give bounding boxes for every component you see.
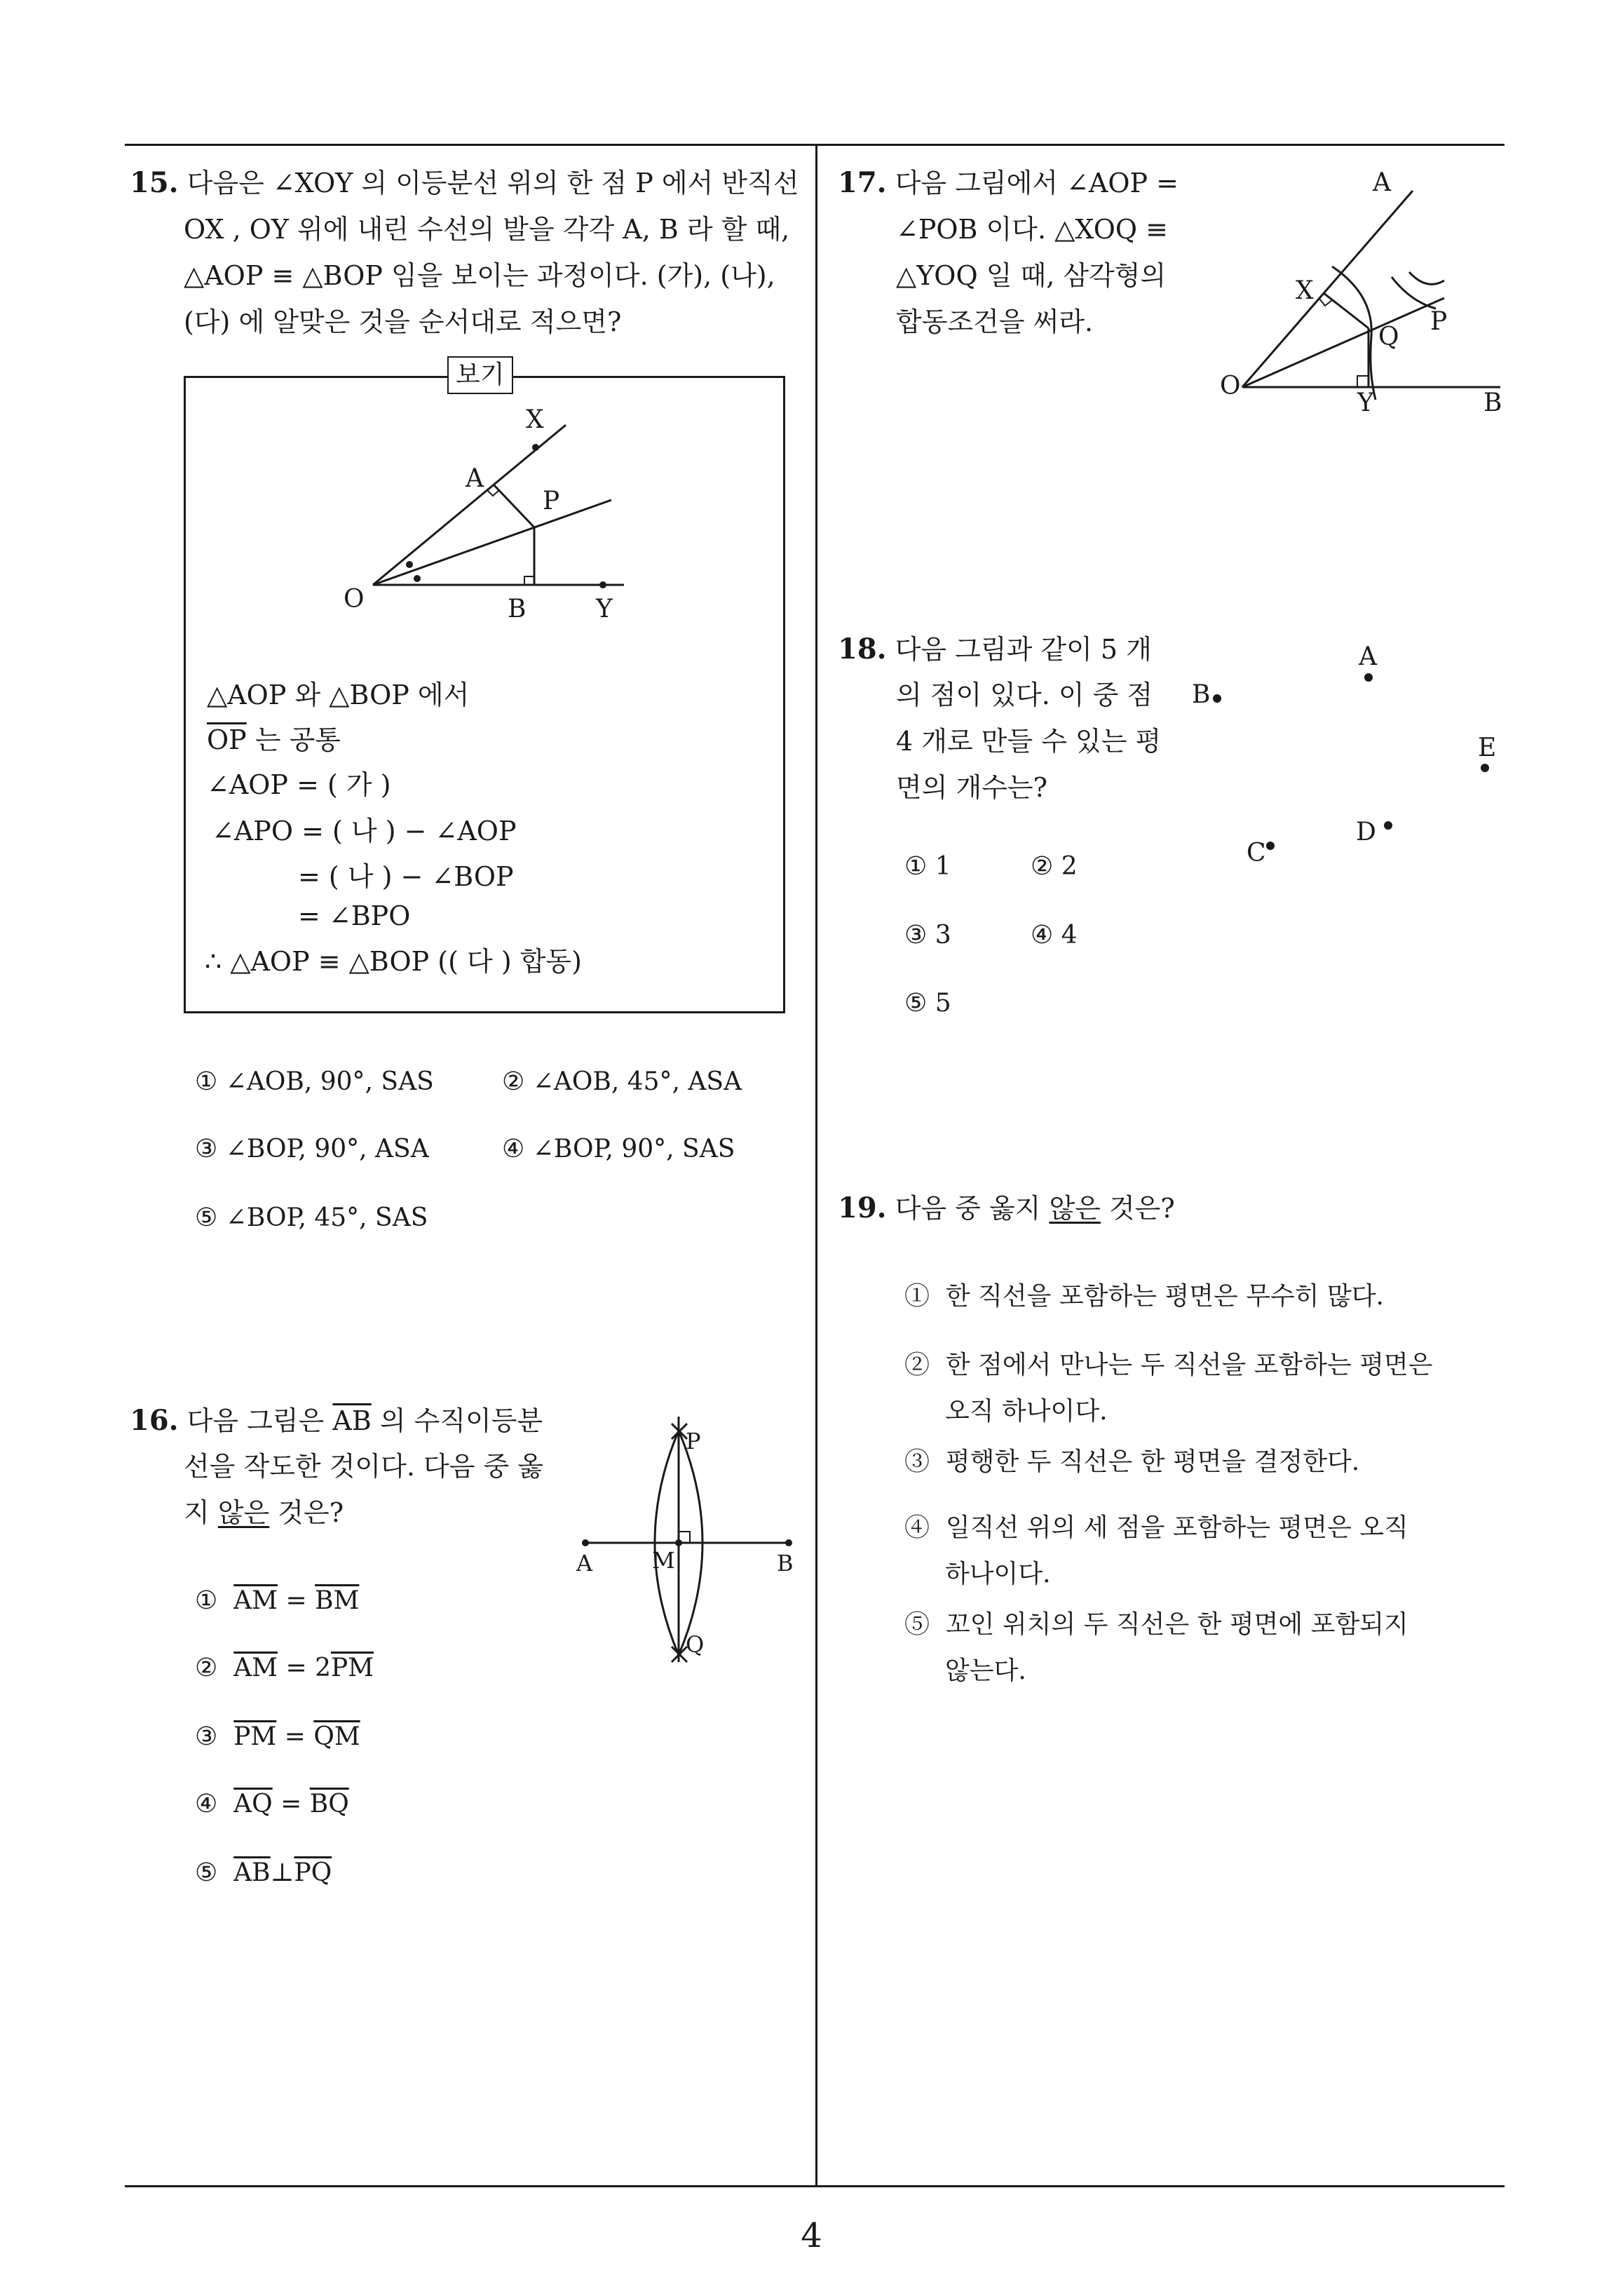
proof-line: ∠AOP = ( 가 )	[207, 769, 391, 800]
choice-4[interactable]: ④ $\overline{AQ} = \overline{BQ}$	[195, 1790, 349, 1818]
segment-OP: $\overline{OP}$	[207, 724, 247, 755]
question-text-line: 면의 개수는?	[896, 772, 1047, 803]
choice-4[interactable]: ④ 일직선 위의 세 점을 포함하는 평면은 오직	[904, 1513, 1408, 1542]
label-B: B	[777, 1550, 794, 1576]
question-text-line: △YOQ 일 때, 삼각형의	[896, 260, 1167, 291]
question-text-line: 선을 작도한 것이다. 다음 중 옳	[184, 1451, 543, 1482]
proof-line: $\overline{OP}$ 는 공통	[207, 724, 341, 755]
label-O: O	[1220, 372, 1241, 400]
question-number: 15.	[130, 166, 179, 199]
underlined-word: 않은	[217, 1497, 270, 1528]
question-text-line: 다음은 ∠XOY 의 이등분선 위의 한 점 P 에서 반직선	[186, 168, 799, 198]
choice-5-continued: 않는다.	[945, 1656, 1026, 1685]
label-Y: Y	[1357, 389, 1374, 414]
choice-2[interactable]: ② $\overline{AM} = 2\overline{PM}$	[195, 1654, 374, 1682]
question-text-line: 다음 그림에서 ∠AOP =	[895, 168, 1179, 198]
proof-line: = ∠BPO	[298, 900, 411, 931]
choice-2[interactable]: ② 2	[1031, 852, 1078, 881]
choice-3[interactable]: ③ 평행한 두 직선은 한 평면을 결정한다.	[904, 1447, 1360, 1476]
five-points-figure	[1178, 631, 1507, 870]
label-B: B	[1192, 680, 1211, 709]
question-number: 19.	[838, 1191, 887, 1224]
proof-line: ∴ △AOP ≡ △BOP (( 다 ) 합동)	[205, 946, 582, 977]
question-number: 16.	[130, 1404, 179, 1437]
question-text-line: 다음 그림과 같이 5 개	[895, 634, 1152, 665]
label-B: B	[508, 595, 527, 623]
label-A: A	[1359, 642, 1377, 671]
angle-bisector-figure	[184, 393, 781, 631]
choice-5[interactable]: ⑤ ∠BOP, 45°, SAS	[195, 1203, 428, 1232]
label-P: P	[543, 487, 560, 515]
label-A: A	[466, 464, 484, 493]
label-Q: Q	[1378, 323, 1399, 351]
example-box-title: 보기	[447, 356, 513, 394]
choice-3[interactable]: ③ $\overline{PM} = \overline{QM}$	[195, 1722, 360, 1751]
proof-line: △AOP 와 △BOP 에서	[207, 680, 470, 710]
proof-line: = ( 나 ) − ∠BOP	[298, 861, 514, 892]
proof-line: ∠APO = ( 나 ) − ∠AOP	[212, 816, 517, 846]
label-C: C	[1247, 839, 1266, 867]
underlined-word: 않은	[1049, 1193, 1101, 1224]
perpendicular-bisector-figure	[561, 1403, 820, 1683]
bottom-rule	[125, 2185, 1505, 2187]
question-text-line: 합동조건을 써라.	[896, 306, 1094, 337]
choice-5[interactable]: ⑤ 꼬인 위치의 두 직선은 한 평면에 포함되지	[904, 1610, 1408, 1639]
page-number: 4	[801, 2216, 822, 2255]
label-D: D	[1356, 818, 1376, 846]
choice-2-continued: 오직 하나이다.	[945, 1397, 1108, 1426]
choice-1[interactable]: ① ∠AOB, 90°, SAS	[195, 1067, 434, 1096]
choice-1[interactable]: ① $\overline{AM} = \overline{BM}$	[195, 1586, 360, 1615]
choice-4[interactable]: ④ 4	[1031, 921, 1078, 950]
label-B: B	[1483, 389, 1502, 414]
choice-1[interactable]: ① 한 직선을 포함하는 평면은 무수히 많다.	[904, 1282, 1384, 1311]
question-number: 17.	[838, 166, 887, 199]
question-text-line: △AOP ≡ △BOP 임을 보이는 과정이다. (가), (나),	[184, 260, 775, 291]
choice-1[interactable]: ① 1	[904, 852, 951, 881]
label-Y: Y	[596, 595, 613, 623]
choice-5[interactable]: ⑤ $\overline{AB}\perp\overline{PQ}$	[195, 1858, 332, 1887]
choice-3[interactable]: ③ ∠BOP, 90°, ASA	[195, 1135, 429, 1163]
angle-congruence-figure	[1213, 161, 1514, 414]
top-rule	[125, 144, 1505, 146]
question-text-line: (다) 에 알맞은 것을 순서대로 적으면?	[184, 306, 622, 337]
choice-5[interactable]: ⑤ 5	[904, 989, 951, 1018]
label-P: P	[1430, 307, 1448, 336]
label-X: X	[1296, 276, 1314, 305]
segment-AB: $\overline{AB}$	[332, 1405, 372, 1436]
choice-3[interactable]: ③ 3	[904, 921, 951, 950]
label-M: M	[652, 1547, 675, 1574]
label-P: P	[686, 1428, 701, 1454]
question-text-line: 4 개로 만들 수 있는 평	[896, 726, 1162, 757]
choice-2[interactable]: ② ∠AOB, 45°, ASA	[502, 1067, 742, 1096]
question-text-line: 지 않은 것은?	[184, 1497, 344, 1528]
choice-2[interactable]: ② 한 점에서 만나는 두 직선을 포함하는 평면은	[904, 1351, 1433, 1379]
label-A: A	[1373, 168, 1391, 197]
choice-4[interactable]: ④ ∠BOP, 90°, SAS	[502, 1135, 735, 1163]
question-text-line: OX , OY 위에 내린 수선의 발을 각각 A, B 라 할 때,	[184, 214, 790, 245]
question-text-line: 의 점이 있다. 이 중 점	[896, 680, 1153, 710]
question-text-line: ∠POB 이다. △XOQ ≡	[896, 214, 1168, 245]
choice-4-continued: 하나이다.	[945, 1560, 1051, 1588]
column-divider	[815, 144, 817, 2185]
label-Q: Q	[686, 1631, 705, 1658]
label-X: X	[526, 405, 544, 434]
label-A: A	[576, 1550, 593, 1576]
question-number: 18.	[838, 633, 887, 666]
label-O: O	[344, 585, 365, 614]
label-E: E	[1478, 734, 1497, 762]
